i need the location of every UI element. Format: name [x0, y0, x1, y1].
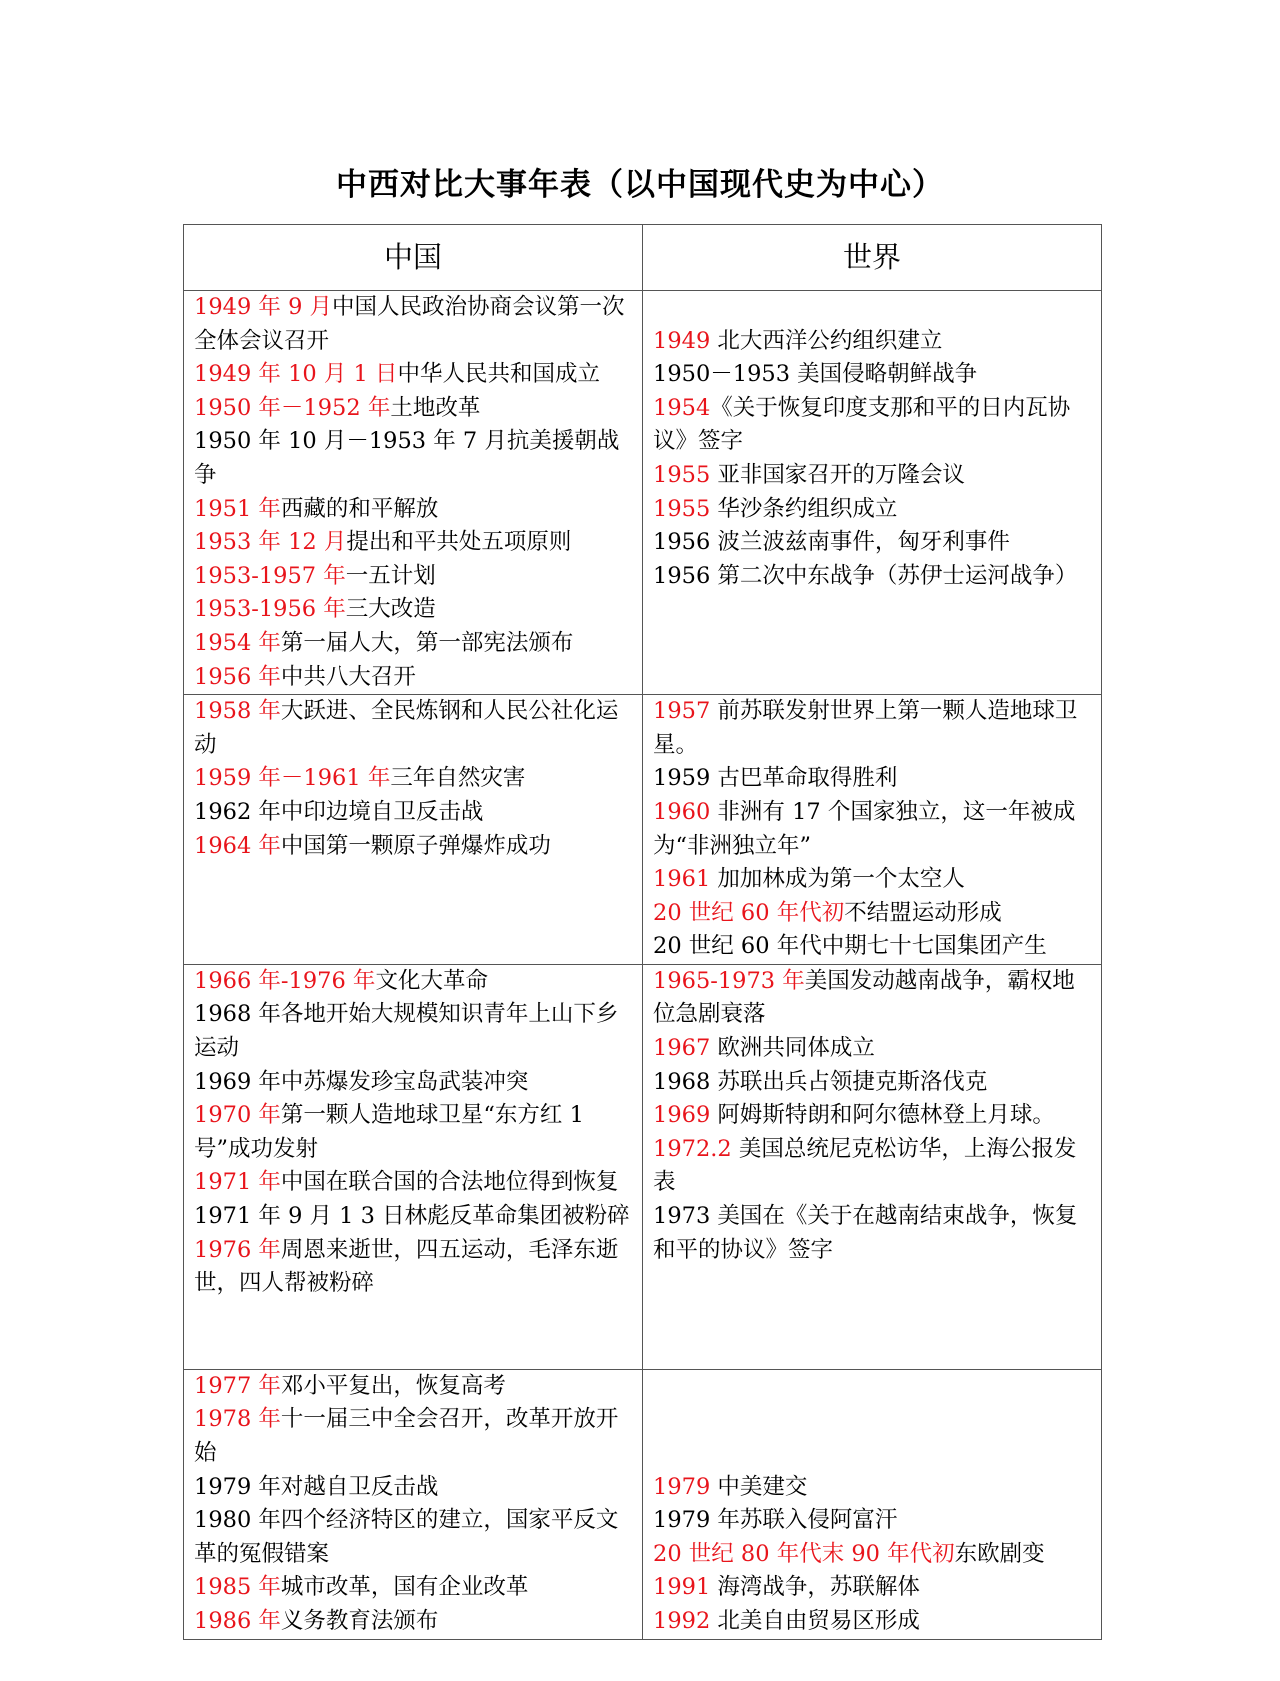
event-text: 《关于恢复印度支那和平的日内瓦协议》签字 — [653, 394, 1071, 455]
event-text: 三年自然灾害 — [390, 765, 526, 792]
event-date: 1967 — [653, 1035, 711, 1062]
event-entry — [653, 1571, 1093, 1605]
event-date: 1957 — [653, 698, 711, 725]
event-entry — [653, 796, 1093, 863]
event-date: 20 世纪 80 年代末 90 年代初 — [653, 1540, 955, 1567]
table-row — [184, 964, 1102, 1369]
event-entry — [194, 425, 634, 492]
event-text: 20 世纪 60 年代中期七十七国集团产生 — [653, 933, 1047, 960]
event-text: 1950 年 10 月－1953 年 7 月抗美援朝战争 — [194, 428, 620, 488]
event-date: 1953-1956 年 — [194, 596, 346, 623]
event-entry — [194, 998, 634, 1065]
event-entry — [194, 796, 634, 830]
event-entry — [653, 1066, 1093, 1100]
event-text: 三大改造 — [345, 596, 436, 623]
event-text: 一五计划 — [345, 562, 436, 589]
event-entry — [194, 526, 634, 560]
event-text: 邓小平复出，恢复高考 — [280, 1372, 506, 1399]
event-date: 1949 年 10 月 1 日 — [194, 361, 398, 388]
event-text: 非洲有 17 个国家独立，这一年被成为“非洲独立年” — [653, 798, 1076, 859]
event-text: 不结盟运动形成 — [844, 899, 1002, 926]
event-entry — [653, 1099, 1093, 1133]
event-entry — [194, 1200, 634, 1234]
event-text: 中美建交 — [710, 1473, 808, 1500]
event-entry — [653, 1032, 1093, 1066]
event-text: 第一颗人造地球卫星“东方红 1 号”成功发射 — [194, 1102, 584, 1162]
event-date: 1953 年 12 月 — [194, 529, 347, 556]
event-text: 亚非国家召开的万隆会议 — [710, 461, 965, 488]
event-text: 第一届人大，第一部宪法颁布 — [280, 629, 574, 656]
event-date: 1969 — [653, 1102, 711, 1129]
event-date: 1979 — [653, 1473, 711, 1500]
event-date: 1972.2 — [653, 1135, 732, 1162]
event-entry — [194, 1099, 634, 1166]
event-text: 城市改革，国有企业改革 — [280, 1574, 529, 1601]
event-entry — [194, 560, 634, 594]
event-entry — [194, 291, 634, 358]
event-entry — [653, 1133, 1093, 1200]
event-text: 北美自由贸易区形成 — [710, 1608, 920, 1635]
event-date: 1978 年 — [194, 1406, 281, 1433]
event-date: 1955 — [653, 461, 711, 488]
china-cell-1950s — [184, 291, 643, 695]
event-entry — [653, 1605, 1093, 1639]
event-text: 1959 古巴革命取得胜利 — [653, 765, 898, 792]
event-entry — [653, 695, 1093, 762]
event-entry — [653, 459, 1093, 493]
event-entry — [194, 1403, 634, 1470]
event-text: 西藏的和平解放 — [280, 495, 439, 522]
event-entry — [194, 1066, 634, 1100]
event-entry — [194, 695, 634, 762]
event-entry — [194, 965, 634, 999]
event-text: 中华人民共和国成立 — [397, 361, 600, 388]
event-date: 1985 年 — [194, 1574, 281, 1601]
page-title: 中西对比大事年表（以中国现代史为中心） — [336, 167, 944, 203]
event-text: 土地改革 — [390, 394, 481, 421]
event-date: 20 世纪 60 年代初 — [653, 899, 845, 926]
event-entry — [653, 358, 1093, 392]
world-cell-1979-1992 — [643, 1369, 1102, 1639]
event-entry — [653, 526, 1093, 560]
event-text: 周恩来逝世，四五运动，毛泽东逝世，四人帮被粉碎 — [194, 1236, 619, 1297]
event-entry — [194, 762, 634, 796]
header-row — [184, 225, 1102, 291]
event-date: 1949 — [653, 327, 711, 354]
table-row — [184, 695, 1102, 965]
event-text: 文化大革命 — [375, 967, 488, 994]
event-date: 1976 年 — [194, 1236, 281, 1263]
event-date: 1958 年 — [194, 698, 281, 725]
event-text: 前苏联发射世界上第一颗人造地球卫星。 — [653, 698, 1078, 758]
event-entry — [653, 1200, 1093, 1267]
event-date: 1959 年－1961 年 — [194, 765, 391, 792]
event-date: 1961 — [653, 866, 711, 893]
event-text: 1956 第二次中东战争（苏伊士运河战争） — [653, 562, 1078, 589]
event-text: 中国第一颗原子弹爆炸成功 — [280, 832, 551, 859]
event-date: 1991 — [653, 1574, 711, 1601]
event-text: 海湾战争，苏联解体 — [710, 1574, 920, 1601]
event-entry — [194, 358, 634, 392]
event-date: 1951 年 — [194, 495, 281, 522]
event-text: 华沙条约组织成立 — [710, 495, 898, 522]
event-entry — [194, 661, 634, 695]
event-text: 欧洲共同体成立 — [710, 1035, 875, 1062]
event-entry — [194, 1605, 634, 1639]
event-text: 东欧剧变 — [954, 1540, 1045, 1567]
event-date: 1955 — [653, 495, 711, 522]
table-row — [184, 291, 1102, 695]
event-text: 阿姆斯特朗和阿尔德林登上月球。 — [710, 1102, 1055, 1129]
event-entry — [653, 1471, 1093, 1505]
event-date: 1986 年 — [194, 1608, 281, 1635]
event-date: 1992 — [653, 1608, 711, 1635]
table-row — [184, 1369, 1102, 1639]
event-entry — [194, 627, 634, 661]
event-date: 1965-1973 年 — [653, 967, 805, 994]
event-text: 1968 苏联出兵占领捷克斯洛伐克 — [653, 1068, 988, 1095]
china-cell-1958-1964 — [184, 695, 643, 965]
event-text: 1950－1953 美国侵略朝鲜战争 — [653, 361, 978, 388]
event-text: 北大西洋公约组织建立 — [710, 327, 943, 354]
event-entry — [653, 1538, 1093, 1572]
world-cell-1957-1960s — [643, 695, 1102, 965]
event-text: 1979 年对越自卫反击战 — [194, 1473, 439, 1500]
event-entry — [653, 863, 1093, 897]
event-entry — [653, 493, 1093, 527]
event-text: 大跃进、全民炼钢和人民公社化运动 — [194, 698, 619, 758]
event-date: 1954 — [653, 394, 711, 421]
china-cell-1977-1986 — [184, 1369, 643, 1639]
event-entry — [194, 1166, 634, 1200]
event-entry — [653, 392, 1093, 459]
event-text: 1968 年各地开始大规模知识青年上山下乡运动 — [194, 1001, 619, 1062]
event-entry — [653, 930, 1093, 964]
event-entry — [653, 965, 1093, 1032]
event-text: 1980 年四个经济特区的建立，国家平反文革的冤假错案 — [194, 1507, 619, 1567]
event-date: 1949 年 9 月 — [194, 294, 333, 320]
column-header-china: 中国 — [184, 225, 643, 291]
event-date: 1954 年 — [194, 629, 281, 656]
world-cell-1950s — [643, 291, 1102, 695]
world-cell-1965-1973 — [643, 964, 1102, 1369]
event-entry — [194, 493, 634, 527]
china-cell-1966-1976 — [184, 964, 643, 1369]
event-entry — [194, 593, 634, 627]
event-entry — [653, 325, 1093, 359]
event-text: 1969 年中苏爆发珍宝岛武装冲突 — [194, 1068, 529, 1095]
event-entry — [194, 1504, 634, 1571]
event-entry — [194, 1234, 634, 1301]
event-date: 1950 年－1952 年 — [194, 394, 391, 421]
event-date: 1960 — [653, 798, 711, 825]
timeline-table — [183, 224, 1102, 1640]
event-text: 中国在联合国的合法地位得到恢复 — [280, 1169, 619, 1196]
event-entry — [194, 392, 634, 426]
event-text: 十一届三中全会召开，改革开放开始 — [194, 1406, 619, 1467]
event-entry — [194, 1471, 634, 1505]
event-text: 美国发动越南战争，霸权地位急剧衰落 — [653, 967, 1075, 1028]
event-date: 1956 年 — [194, 663, 281, 690]
event-date: 1964 年 — [194, 832, 281, 859]
event-entry — [653, 897, 1093, 931]
event-entry — [194, 830, 634, 864]
event-entry — [194, 1571, 634, 1605]
event-date: 1953-1957 年 — [194, 562, 346, 589]
event-entry — [653, 560, 1093, 594]
event-text: 1979 年苏联入侵阿富汗 — [653, 1507, 898, 1534]
event-text: 加加林成为第一个太空人 — [710, 866, 965, 893]
column-header-world: 世界 — [643, 225, 1102, 291]
event-text: 提出和平共处五项原则 — [346, 529, 572, 556]
event-text: 美国总统尼克松访华，上海公报发表 — [653, 1135, 1077, 1196]
event-date: 1977 年 — [194, 1372, 281, 1399]
event-date: 1966 年-1976 年 — [194, 967, 376, 994]
event-text: 1971 年 9 月 1 3 日林彪反革命集团被粉碎 — [194, 1203, 630, 1230]
event-date: 1971 年 — [194, 1169, 281, 1196]
event-date: 1970 年 — [194, 1102, 281, 1129]
event-text: 1956 波兰波兹南事件，匈牙利事件 — [653, 529, 1010, 556]
event-text: 中国人民政治协商会议第一次全体会议召开 — [194, 294, 625, 354]
event-text: 1973 美国在《关于在越南结束战争，恢复和平的协议》签字 — [653, 1203, 1078, 1263]
event-entry — [653, 762, 1093, 796]
event-text: 1962 年中印边境自卫反击战 — [194, 798, 484, 825]
event-entry — [194, 1370, 634, 1404]
event-text: 义务教育法颁布 — [280, 1608, 439, 1635]
event-text: 中共八大召开 — [280, 663, 416, 690]
event-entry — [653, 1504, 1093, 1538]
